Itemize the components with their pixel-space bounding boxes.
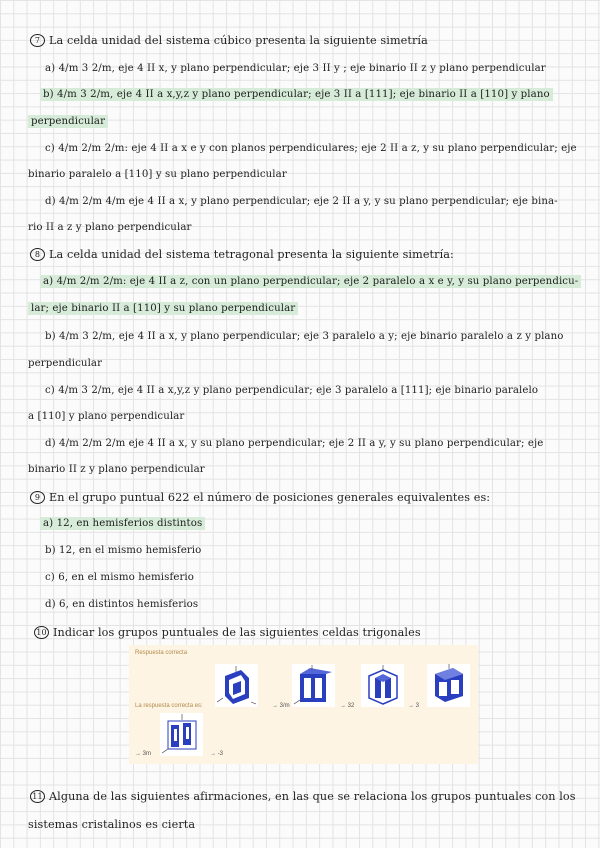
q8-option-a-line1	[40, 276, 581, 287]
q8-option-b-line1: b) 4/m 3 2/m, eje 4 II a x, y plano perpendicular; eje 3 paralelo a y; eje binario paralelo a z y plano	[45, 331, 564, 342]
answer-card	[129, 645, 478, 764]
q8-option-c-line1: c) 4/m 3 2/m, eje 4 II a x,y,z y plano perpendicular; eje 3 paralelo a [111]; eje binario paralelo	[45, 385, 539, 396]
trigonal-cell-3-image	[361, 664, 404, 707]
answer-card-header: Respuesta correcta	[135, 650, 188, 656]
q7-option-d-line2: rio II a z y plano perpendicular	[28, 222, 192, 233]
question-7-text: La celda unidad del sistema cúbico presenta la siguiente simetría	[49, 34, 428, 47]
q7-option-b-highlight: b) 4/m 3 2/m, eje 4 II a x,y,z y plano perpendicular; eje 3 II a [111]; eje binario II a [110] y plano	[40, 88, 553, 101]
q8-option-c-line2: a [110] y plano perpendicular	[28, 411, 185, 422]
question-7-stem	[30, 34, 428, 47]
q7-option-c-line2: binario paralelo a [110] y su plano perpendicular	[28, 169, 287, 180]
q7-option-b-highlight-2: perpendicular	[28, 115, 108, 128]
question-8-text: La celda unidad del sistema tetragonal presenta la siguiente simetría:	[49, 248, 454, 261]
trigonal-cell-4-image	[427, 664, 470, 707]
question-9-number: 9	[30, 491, 45, 504]
q8-option-b-line2: perpendicular	[28, 358, 103, 369]
question-8-number: 8	[30, 248, 45, 261]
answer-4-label: → 3m	[135, 751, 152, 757]
question-11-stem-line2: sistemas cristalinos es cierta	[28, 818, 196, 831]
question-11-number: 11	[30, 790, 45, 803]
answer-5-label: → -3	[210, 751, 224, 757]
q8-option-a-highlight-2: lar; eje binario II a [110] y su plano perpendicular	[28, 302, 298, 315]
trigonal-cell-5-image	[160, 713, 203, 756]
q7-option-b-line2	[28, 116, 108, 127]
question-10-stem	[34, 626, 421, 639]
question-9-text: En el grupo puntual 622 el número de posiciones generales equivalentes es:	[49, 491, 491, 504]
question-9-stem	[30, 491, 490, 504]
trigonal-cell-2-image	[292, 664, 335, 707]
question-7-number: 7	[30, 34, 45, 47]
question-11-text-1: Alguna de las siguientes afirmaciones, en las que se relaciona los grupos puntuales con los	[49, 790, 576, 803]
q7-option-d-line1: d) 4/m 2/m 4/m eje 4 II a x, y plano perpendicular; eje 2 II a y, y su plano perpendicular; eje bina-	[45, 196, 558, 207]
q9-option-a-highlight: a) 12, en hemisferios distintos	[40, 517, 205, 530]
q9-option-c: c) 6, en el mismo hemisferio	[45, 572, 195, 583]
question-10-text: Indicar los grupos puntuales de las siguientes celdas trigonales	[53, 626, 421, 639]
q7-option-b-line1	[40, 89, 553, 100]
q9-option-a	[40, 518, 205, 529]
answer-2-label: → 32	[340, 703, 355, 709]
q7-option-c-line1: c) 4/m 2/m 2/m: eje 4 II a x e y con planos perpendiculares; eje 2 II a z, y su plano perpendicular; eje	[45, 143, 577, 154]
answer-1-label: → 3/m	[272, 703, 290, 709]
question-10-number: 10	[34, 626, 49, 639]
q8-option-d-line1: d) 4/m 2/m 2/m eje 4 II a x, y su plano perpendicular; eje 2 II a y, y su plano perpendicular; eje	[45, 438, 544, 449]
answer-3-label: → 3	[408, 703, 420, 709]
question-8-stem	[30, 248, 454, 261]
q9-option-b: b) 12, en el mismo hemisferio	[45, 545, 202, 556]
q8-option-d-line2: binario II z y plano perpendicular	[28, 464, 205, 475]
answer-card-label: La respuesta correcta es:	[135, 703, 203, 709]
question-11-stem	[30, 790, 576, 803]
q9-option-d: d) 6, en distintos hemisferios	[45, 599, 199, 610]
q8-option-a-highlight: a) 4/m 2/m 2/m: eje 4 II a z, con un plano perpendicular; eje 2 paralelo a x e y, y su plano perpendicu-	[40, 275, 581, 288]
q7-option-a: a) 4/m 3 2/m, eje 4 II x, y plano perpendicular; eje 3 II y ; eje binario II z y plano perpendicular	[45, 63, 546, 74]
q8-option-a-line2	[28, 303, 298, 314]
trigonal-cell-1-image	[215, 664, 258, 707]
